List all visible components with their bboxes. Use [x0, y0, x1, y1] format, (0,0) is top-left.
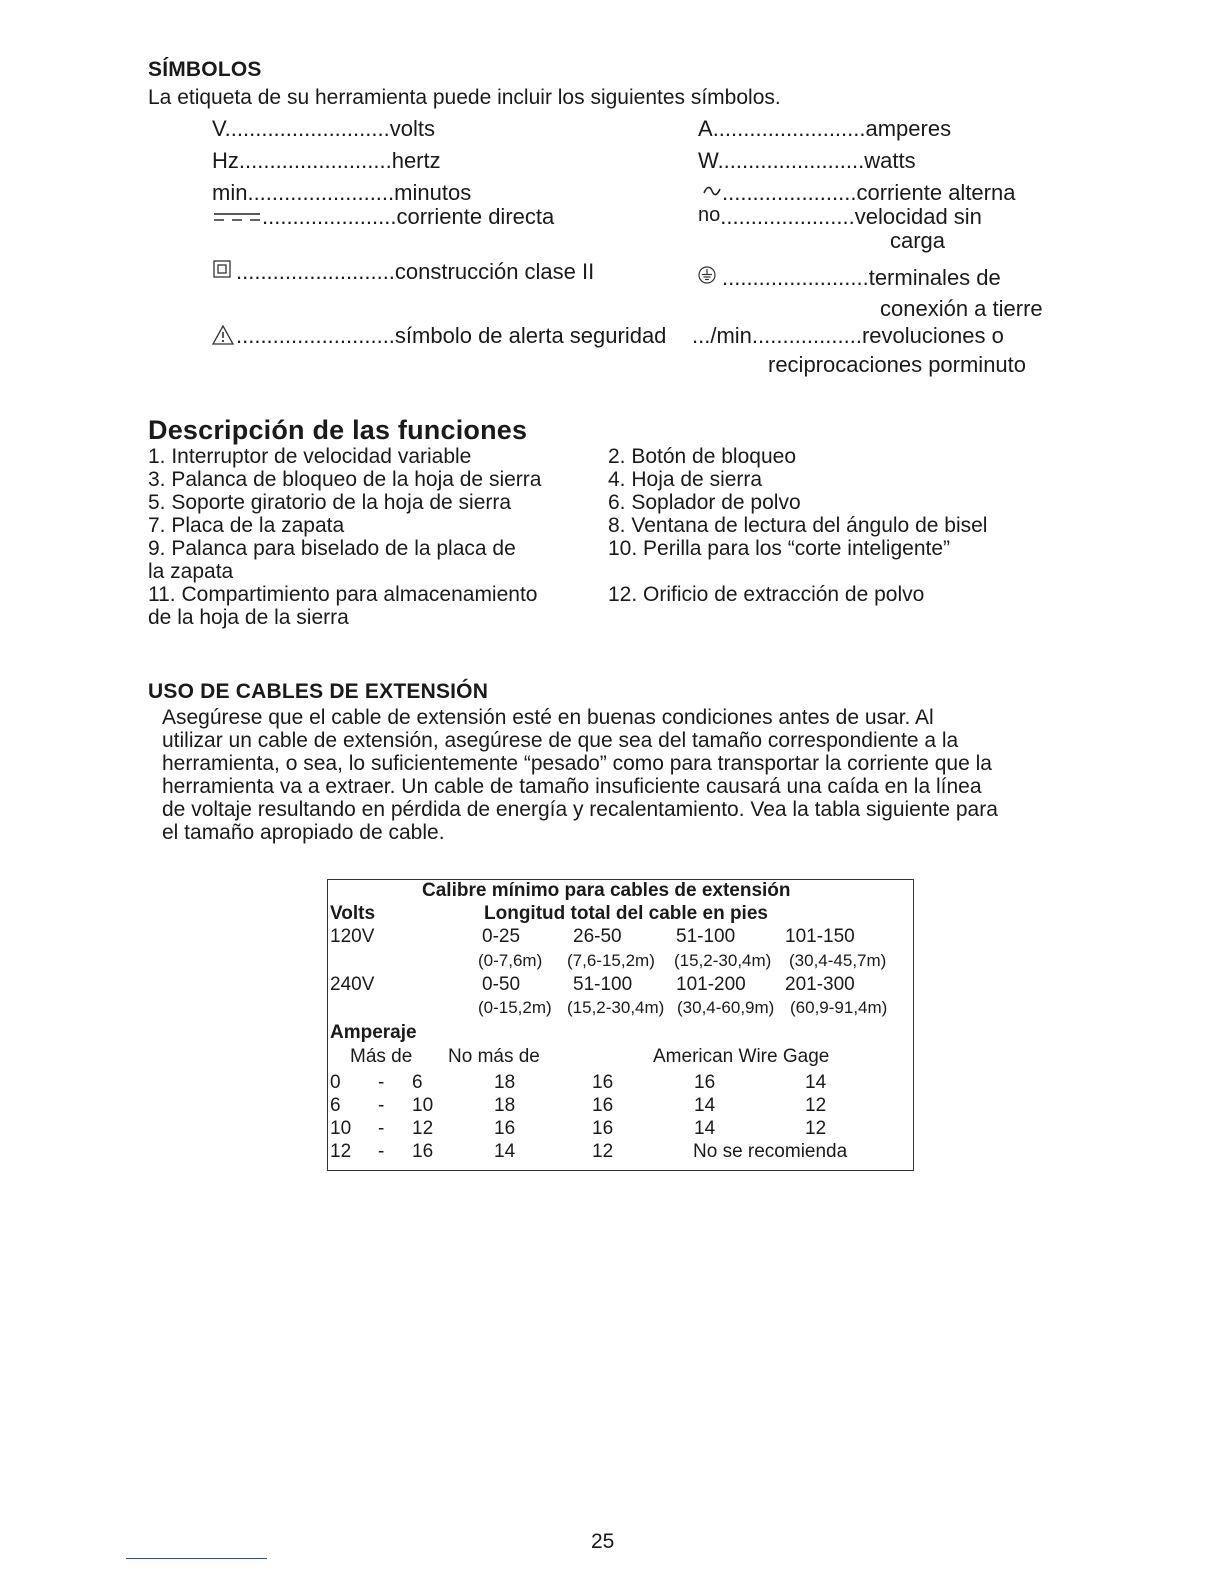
function-item-3: 3. Palanca de bloqueo de la hoja de sierra [148, 468, 542, 491]
amp-from: 12 [330, 1141, 352, 1162]
not-recommended: No se recomienda [693, 1141, 848, 1162]
function-item-9: 9. Palanca para biselado de la placa de [148, 537, 516, 560]
symbol-meaning: símbolo de alerta seguridad [394, 323, 667, 348]
volts-label: Volts [330, 903, 376, 924]
v120-metric: (15,2-30,4m) [674, 951, 772, 970]
v120-metric: (7,6-15,2m) [567, 951, 655, 970]
length-label: Longitud total del cable en pies [484, 903, 768, 924]
symbol-label: Hz [212, 148, 239, 173]
v120-metric: (30,4-45,7m) [789, 951, 887, 970]
function-item-11: 11. Compartimiento para almacenamiento [148, 583, 538, 606]
col-more-than: Más de [350, 1046, 413, 1067]
function-item-9-continued: la zapata [148, 560, 234, 583]
v240-metric: (60,9-91,4m) [790, 998, 888, 1017]
symbol-meaning-continued: reciprocaciones porminuto [768, 352, 1027, 377]
v120-metric: (0-7,6m) [478, 951, 543, 970]
col-not-more-than: No más de [448, 1046, 540, 1067]
symbols-heading: SÍMBOLOS [148, 58, 262, 81]
gauge-value: 16 [592, 1095, 614, 1116]
symbol-meaning: terminales de [868, 265, 1001, 290]
function-item-8: 8. Ventana de lectura del ángulo de bisel [608, 514, 988, 537]
symbol-row-watts [698, 148, 916, 174]
amp-dash: - [378, 1072, 385, 1093]
v120-range: 51-100 [676, 926, 736, 947]
dot-leader: ...................... [262, 204, 397, 229]
v240-range: 51-100 [573, 974, 633, 995]
symbol-label: A [698, 116, 713, 141]
symbol-row-per-minute [692, 323, 1004, 349]
function-item-12: 12. Orificio de extracción de polvo [608, 583, 925, 606]
gauge-value: 12 [805, 1095, 827, 1116]
gauge-value: 14 [494, 1141, 516, 1162]
dot-leader: ........................ [722, 265, 869, 290]
symbol-row-direct-current [262, 204, 554, 230]
ground-terminal-icon [698, 266, 716, 284]
symbol-row-minutes [212, 180, 471, 206]
symbol-meaning: construcción clase II [394, 259, 595, 284]
symbol-row-alternating-current [722, 180, 1015, 206]
symbol-row-volts [212, 116, 435, 142]
dot-leader: ........................... [224, 116, 390, 141]
v120-range: 101-150 [785, 926, 855, 947]
symbol-meaning: minutos [394, 180, 472, 205]
symbol-meaning-continued: carga [890, 228, 946, 253]
symbol-row-no-load-speed [698, 204, 982, 230]
amp-to: 6 [412, 1072, 423, 1093]
amp-dash: - [378, 1141, 385, 1162]
gauge-value: 12 [805, 1118, 827, 1139]
symbol-row-amperes [698, 116, 951, 142]
function-item-11-continued: de la hoja de la sierra [148, 606, 349, 629]
symbol-meaning: hertz [391, 148, 441, 173]
extension-paragraph-line: el tamaño apropiado de cable. [162, 821, 445, 844]
symbol-row-ground-terminal [722, 265, 1001, 291]
symbol-label: .../min [692, 323, 752, 348]
dot-leader: ........................ [247, 180, 395, 205]
v240-metric: (30,4-60,9m) [677, 998, 775, 1017]
symbol-meaning-continued: conexión a tierre [880, 296, 1043, 321]
extension-paragraph-line: utilizar un cable de extensión, asegúrese de que sea del tamaño correspondiente a la [162, 729, 959, 752]
symbol-meaning: corriente alterna [856, 180, 1016, 205]
function-item-6: 6. Soplador de polvo [608, 491, 801, 514]
function-item-1: 1. Interruptor de velocidad variable [148, 445, 472, 468]
symbol-meaning: volts [389, 116, 435, 141]
v240-range: 101-200 [676, 974, 746, 995]
dot-leader: ...................... [720, 204, 855, 229]
col-awg: American Wire Gage [653, 1046, 830, 1067]
functions-heading: Descripción de las funciones [148, 415, 528, 445]
direct-current-icon [214, 210, 260, 224]
gauge-value: 16 [592, 1072, 614, 1093]
symbol-row-class-ii [236, 259, 594, 285]
gauge-value: 14 [805, 1072, 827, 1093]
gauge-value: 12 [592, 1141, 614, 1162]
symbol-label: no [698, 204, 721, 226]
v120-range: 0-25 [482, 926, 521, 947]
gauge-table-title: Calibre mínimo para cables de extensión [422, 880, 791, 901]
amp-from: 10 [330, 1118, 352, 1139]
extension-heading: USO DE CABLES DE EXTENSIÓN [148, 680, 489, 703]
amp-to: 16 [412, 1141, 434, 1162]
gauge-value: 18 [494, 1072, 516, 1093]
amperage-label: Amperaje [330, 1022, 417, 1043]
dot-leader: .................. [751, 323, 862, 348]
function-item-7: 7. Placa de la zapata [148, 514, 345, 537]
page-number: 25 [591, 1530, 615, 1553]
amp-dash: - [378, 1118, 385, 1139]
symbol-meaning: amperes [865, 116, 952, 141]
amp-to: 10 [412, 1095, 434, 1116]
dot-leader: ...................... [722, 180, 857, 205]
alternating-current-icon [703, 184, 721, 198]
dot-leader: .......................... [236, 259, 395, 284]
symbol-label: V [212, 116, 225, 141]
extension-paragraph-line: herramienta va a extraer. Un cable de tamaño insuficiente causará una caída en la línea [162, 775, 982, 798]
v240-metric: (15,2-30,4m) [567, 998, 665, 1017]
amp-to: 12 [412, 1118, 434, 1139]
symbol-meaning: watts [864, 148, 916, 173]
gauge-value: 14 [694, 1095, 716, 1116]
amp-dash: - [378, 1095, 385, 1116]
gauge-value: 14 [694, 1118, 716, 1139]
symbol-meaning: corriente directa [396, 204, 555, 229]
extension-paragraph-line: herramienta, o sea, lo suficientemente “pesado” como para transportar la corriente que la [162, 752, 992, 775]
function-item-10: 10. Perilla para los “corte inteligente” [608, 537, 951, 560]
symbol-row-hertz [212, 148, 441, 174]
function-item-4: 4. Hoja de sierra [608, 468, 763, 491]
v120-range: 26-50 [573, 926, 622, 947]
v240-label: 240V [330, 974, 375, 995]
footer-rule [126, 1558, 267, 1559]
gauge-value: 18 [494, 1095, 516, 1116]
v120-label: 120V [330, 926, 375, 947]
v240-metric: (0-15,2m) [478, 998, 552, 1017]
v240-range: 0-50 [482, 974, 521, 995]
gauge-value: 16 [592, 1118, 614, 1139]
amp-from: 6 [330, 1095, 341, 1116]
dot-leader: ......................... [238, 148, 392, 173]
symbol-meaning: revoluciones o [861, 323, 1004, 348]
function-item-2: 2. Botón de bloqueo [608, 445, 796, 468]
symbol-label: W [698, 148, 718, 173]
class-ii-construction-icon [213, 260, 231, 278]
dot-leader: .......................... [236, 323, 395, 348]
dot-leader: ......................... [712, 116, 866, 141]
amp-from: 0 [330, 1072, 341, 1093]
extension-paragraph-line: Asegúrese que el cable de extensión esté en buenas condiciones antes de usar. Al [162, 706, 934, 729]
symbol-label: min [212, 180, 248, 205]
function-item-5: 5. Soporte giratorio de la hoja de sierra [148, 491, 512, 514]
extension-paragraph-line: de voltaje resultando en pérdida de energía y recalentamiento. Vea la tabla siguiente para [162, 798, 998, 821]
symbol-meaning: velocidad sin [854, 204, 982, 229]
dot-leader: ........................ [717, 148, 865, 173]
symbols-intro: La etiqueta de su herramienta puede incluir los siguientes símbolos. [148, 86, 781, 109]
safety-alert-icon [212, 325, 234, 345]
gauge-value: 16 [694, 1072, 716, 1093]
v240-range: 201-300 [785, 974, 855, 995]
symbol-row-safety-alert [236, 323, 666, 349]
gauge-value: 16 [494, 1118, 516, 1139]
